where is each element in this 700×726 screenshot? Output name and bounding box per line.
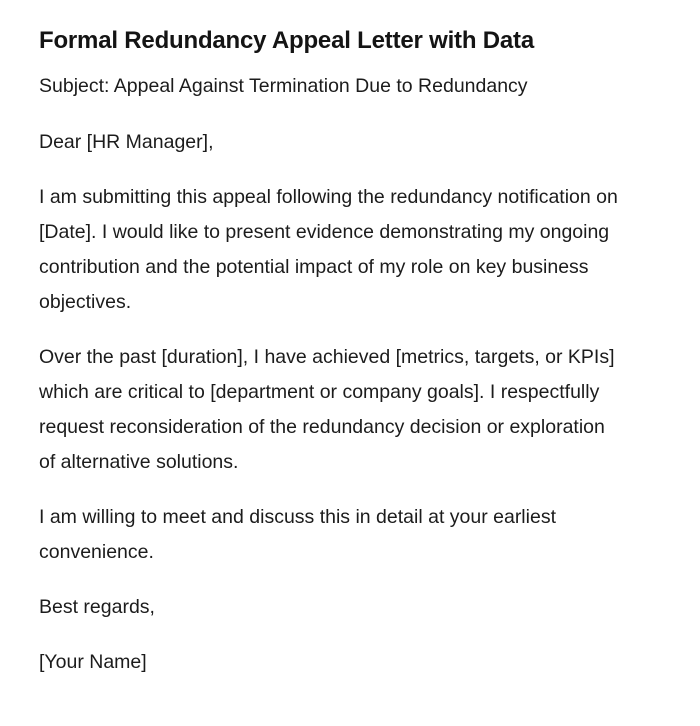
page-title: Formal Redundancy Appeal Letter with Data (39, 27, 534, 54)
body-paragraph-3: I am willing to meet and discuss this in detail at your earliest convenience. (39, 506, 556, 563)
letter-body (39, 0, 623, 680)
body-paragraph-1: I am submitting this appeal following the redundancy notification on [Date]. I would like to present evidence demonstrating my ongoing contribution and the potential impact of my role on key business objectives. (39, 186, 618, 313)
salutation: Dear [HR Manager], (39, 131, 214, 153)
body-paragraph-2: Over the past [duration], I have achieved [metrics, targets, or KPIs] which are critical to [department or company goals]. I respectfully request reconsideration of the redundancy decision or exploration of alternative solutions. (39, 346, 615, 473)
signature-line: [Your Name] (39, 651, 147, 673)
closing-line: Best regards, (39, 596, 155, 618)
subject-line: Subject: Appeal Against Termination Due to Redundancy (39, 75, 528, 97)
